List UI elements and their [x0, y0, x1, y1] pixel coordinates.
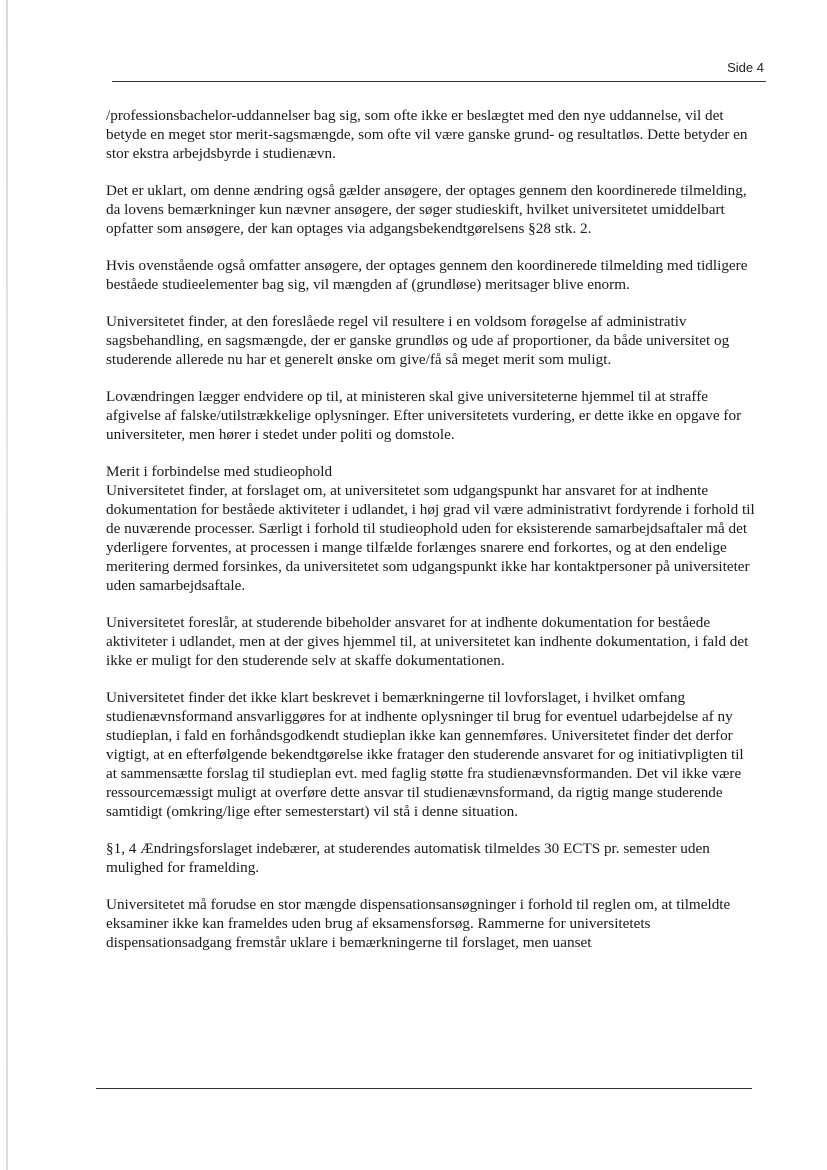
page-number: Side 4	[727, 60, 764, 75]
paragraph: Universitetet må forudse en stor mængde dispensationsansøgninger i forhold til reglen om, at tilmeldte eksaminer ikke kan frameldes uden brug af eksamensforsøg. Rammerne for universitetets dispensationsadgang fremstår uklare i bemærkningerne til forslaget, men uanset	[106, 896, 731, 951]
paragraph: Universitetet finder det ikke klart beskrevet i bemærkningerne til lovforslaget, i hvilket omfang studienævnsformand ansvarliggøres for at indhente oplysninger til brug for eventuel udarbejdelse af ny studieplan, i fald en forhåndsgodkendt studieplan ikke kan gennemføres. Universitetet finder det derfor vigtigt, at en efterfølgende bekendtgørelse ikke fratager den studerende ansvaret for og initiativpligten til at sammensætte forslag til studieplan evt. med faglig støtte fra studienævnsformanden. Det vil ikke være ressourcemæssigt muligt at overføre dette ansvar til studienævnsformand, da rigtig mange studerende samtidigt (omkring/lige efter semesterstart) vil stå i denne situation.	[106, 689, 744, 820]
footer-rule	[96, 1088, 752, 1089]
paragraph: §1, 4 Ændringsforslaget indebærer, at studerendes automatisk tilmeldes 30 ECTS pr. semester uden mulighed for framelding.	[106, 840, 710, 876]
paragraph: Lovændringen lægger endvidere op til, at ministeren skal give universiteterne hjemmel til at straffe afgivelse af falske/utilstrækkelige oplysninger. Efter universitetets vurdering, er dette ikke en opgave for universiteter, men hører i stedet under politi og domstole.	[106, 388, 742, 443]
paragraph: Universitetet finder, at forslaget om, at universitetet som udgangspunkt har ansvaret for at indhente dokumentation for beståede aktiviteter i udlandet, i høj grad vil være administrativt fordyrende i forhold til de nuværende processer. Særligt i forhold til studieophold uden for eksisterende samarbejdsaftaler må det yderligere forventes, at processen i mange tilfælde forlænges snarere end forkortes, og at den endelige meritering dermed forsinkes, da universitetet som udgangspunkt ikke har kontaktpersoner på universiteter uden samarbejdsaftale.	[106, 482, 755, 594]
scan-edge-shadow	[6, 0, 8, 1170]
paragraph: Universitetet foreslår, at studerende bibeholder ansvaret for at indhente dokumentation for beståede aktiviteter i udlandet, men at der gives hjemmel til, at universitetet kan indhente dokumentation, i fald det ikke er muligt for den studerende selv at skaffe dokumentationen.	[106, 614, 749, 669]
header-rule	[112, 81, 766, 82]
paragraph: /professionsbachelor-uddannelser bag sig, som ofte ikke er beslægtet med den nye uddannelse, vil det betyde en meget stor merit-sagsmængde, som ofte vil være ganske grund- og resultatløs. Dette betyder en stor ekstra arbejdsbyrde i studienævn.	[106, 107, 748, 162]
page-header	[112, 56, 766, 82]
section-heading: Merit i forbindelse med studieophold	[106, 463, 333, 480]
paragraph: Hvis ovenstående også omfatter ansøgere, der optages gennem den koordinerede tilmelding med tidligere beståede studieelementer bag sig, vil mængden af (grundløse) meritsager blive enorm.	[106, 257, 748, 293]
paragraph: Universitetet finder, at den foreslåede regel vil resultere i en voldsom forøgelse af administrativ sagsbehandling, en sagsmængde, der er ganske grundløs og ude af proportioner, da både universitet og studerende allerede nu har et generelt ønske om give/få så meget merit som muligt.	[106, 313, 730, 368]
paragraph: Det er uklart, om denne ændring også gælder ansøgere, der optages gennem den koordinerede tilmelding, da lovens bemærkninger kun nævner ansøgere, der søger studieskift, hvilket universitetet umiddelbart opfatter som ansøgere, der kan optages via adgangsbekendtgørelsens §28 stk. 2.	[106, 182, 747, 237]
document-body	[106, 106, 756, 970]
